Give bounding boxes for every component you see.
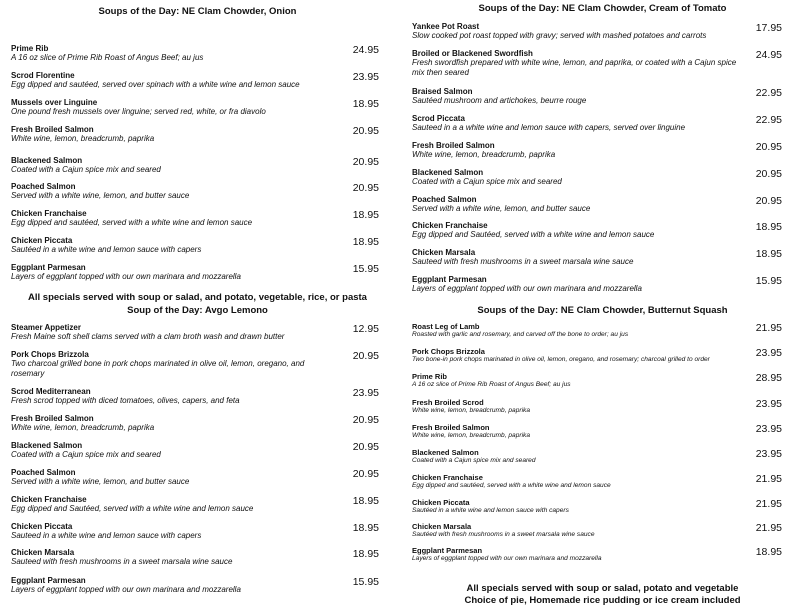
item-description: Sauteed with fresh mushrooms in a sweet marsala wine sauce: [412, 257, 634, 266]
item-price: 21.95: [755, 322, 782, 334]
item-price: 18.95: [755, 221, 782, 233]
item-name: Chicken Franchaise: [11, 495, 87, 504]
menu-section-bottom-left: [0, 303, 395, 600]
item-name: Chicken Piccata: [412, 498, 470, 507]
menu-item: [405, 114, 800, 133]
item-price: 20.95: [755, 141, 782, 153]
item-name: Eggplant Parmesan: [11, 263, 86, 272]
item-price: 20.95: [352, 441, 379, 453]
item-price: 23.95: [755, 448, 782, 460]
item-description: A 16 oz slice of Prime Rib Roast of Angus Beef; au jus: [412, 381, 571, 388]
item-price: 15.95: [352, 263, 379, 275]
item-description: Layers of eggplant topped with our own marinara and mozzarella: [412, 555, 602, 562]
item-name: Blackened Salmon: [412, 448, 479, 457]
item-price: 18.95: [352, 495, 379, 507]
item-price: 28.95: [755, 372, 782, 384]
item-name: Mussels over Linguine: [11, 98, 98, 107]
item-description: Layers of eggplant topped with our own marinara and mozzarella: [412, 284, 642, 293]
item-description: A 16 oz slice of Prime Rib Roast of Angus Beef; au jus: [11, 53, 204, 62]
item-name: Poached Salmon: [11, 468, 76, 477]
item-description: Served with a white wine, lemon, and butter sauce: [412, 204, 591, 213]
menu-item: [405, 195, 800, 214]
menu-item: [405, 546, 800, 563]
item-description: Coated with a Cajun spice mix and seared: [11, 450, 161, 459]
item-description: Sautéed mushroom and artichokes, beurre rouge: [412, 96, 587, 105]
item-description: Egg dipped and sautéed, served with a white wine and lemon sauce: [412, 482, 611, 489]
menu-item: [0, 323, 395, 342]
item-price: 12.95: [352, 323, 379, 335]
section-heading: Soups of the Day: NE Clam Chowder, Butternut Squash: [477, 305, 728, 316]
item-description: White wine, lemon, breadcrumb, paprika: [11, 134, 155, 143]
item-name: Poached Salmon: [412, 195, 477, 204]
item-name: Prime Rib: [412, 372, 448, 381]
menu-item: [0, 495, 395, 514]
item-price: 20.95: [755, 168, 782, 180]
item-name: Chicken Marsala: [412, 248, 476, 257]
item-name: Chicken Franchaise: [412, 473, 483, 482]
menu-item: [0, 156, 395, 175]
menu-item: [0, 414, 395, 433]
item-name: Chicken Piccata: [11, 522, 73, 531]
menu-section-bottom-right: [405, 303, 800, 606]
item-price: 17.95: [755, 22, 782, 34]
item-name: Blackened Salmon: [412, 168, 484, 177]
item-name: Prime Rib: [11, 44, 49, 53]
menu-item: [405, 141, 800, 160]
item-description: Served with a white wine, lemon, and butter sauce: [11, 191, 190, 200]
item-name: Steamer Appetizer: [11, 323, 81, 332]
menu-item: [405, 248, 800, 267]
item-name: Fresh Broiled Scrod: [412, 398, 484, 407]
section-footer-2: Choice of pie, Homemade rice pudding or ice cream included: [464, 595, 741, 606]
menu-item: [0, 548, 395, 567]
item-description: One pound fresh mussels over linguine; served red, white, or fra diavolo: [11, 107, 266, 116]
item-price: 21.95: [755, 473, 782, 485]
item-description: Sautéed in a white wine and lemon sauce with capers: [11, 245, 202, 254]
item-price: 22.95: [755, 114, 782, 126]
menu-item: [405, 347, 800, 364]
menu-section-top-right: [405, 0, 800, 303]
menu-item: [405, 49, 800, 78]
item-description: Layers of eggplant topped with our own marinara and mozzarella: [11, 272, 241, 281]
item-price: 20.95: [352, 182, 379, 194]
menu-item: [0, 236, 395, 255]
item-description: Egg dipped and sautéed, served with a white wine and lemon sauce: [11, 218, 253, 227]
item-description: Fresh swordfish prepared with white wine, lemon, and paprika, or coated with a Cajun spice mix then seared: [412, 58, 737, 77]
menu-item: [0, 125, 395, 144]
item-name: Chicken Franchaise: [11, 209, 87, 218]
menu-item: [405, 498, 800, 515]
menu-item: [405, 275, 800, 294]
menu-item: [0, 71, 395, 90]
item-name: Poached Salmon: [11, 182, 76, 191]
item-name: Yankee Pot Roast: [412, 22, 480, 31]
menu-item: [0, 209, 395, 228]
item-price: 18.95: [352, 548, 379, 560]
item-description: Slow cooked pot roast topped with gravy; served with mashed potatoes and carrots: [412, 31, 707, 40]
menu-item: [405, 372, 800, 389]
menu-item: [405, 473, 800, 490]
item-description: Sautéed in a white wine and lemon sauce with capers: [412, 507, 569, 514]
item-name: Fresh Broiled Salmon: [11, 414, 94, 423]
item-name: Scrod Piccata: [412, 114, 465, 123]
item-description: White wine, lemon, breadcrumb, paprika: [11, 423, 155, 432]
item-price: 21.95: [755, 498, 782, 510]
item-name: Scrod Florentine: [11, 71, 75, 80]
item-description: Sautéed with fresh mushrooms in a sweet marsala wine sauce: [412, 531, 595, 538]
item-name: Pork Chops Brizzola: [11, 350, 89, 359]
item-name: Broiled or Blackened Swordfish: [412, 49, 533, 58]
menu-item: [0, 387, 395, 406]
item-description: Fresh scrod topped with diced tomatoes, olives, capers, and feta: [11, 396, 240, 405]
item-description: White wine, lemon, breadcrumb, paprika: [412, 150, 556, 159]
menu-item: [0, 441, 395, 460]
item-name: Braised Salmon: [412, 87, 473, 96]
section-heading: Soups of the Day: NE Clam Chowder, Cream of Tomato: [478, 3, 727, 14]
item-name: Eggplant Parmesan: [412, 546, 483, 555]
item-name: Blackened Salmon: [11, 156, 83, 165]
item-name: Fresh Broiled Salmon: [412, 141, 495, 150]
item-name: Eggplant Parmesan: [11, 576, 86, 585]
section-heading: Soups of the Day: NE Clam Chowder, Onion: [98, 6, 297, 17]
item-price: 24.95: [352, 44, 379, 56]
menu-item: [0, 263, 395, 282]
item-description: Roasted with garlic and rosemary, and carved off the bone to order; au jus: [412, 331, 629, 338]
menu-item: [405, 168, 800, 187]
item-price: 18.95: [755, 248, 782, 260]
item-price: 20.95: [352, 156, 379, 168]
menu-item: [405, 522, 800, 539]
item-name: Blackened Salmon: [11, 441, 83, 450]
menu-section-top-left: [0, 0, 395, 303]
item-name: Fresh Broiled Salmon: [412, 423, 490, 432]
item-price: 23.95: [755, 423, 782, 435]
item-description: Two bone-in pork chops marinated in olive oil, lemon, oregano, and rosemary; charcoal grilled to order: [412, 356, 710, 363]
item-price: 23.95: [755, 347, 782, 359]
item-price: 22.95: [755, 87, 782, 99]
item-price: 20.95: [352, 414, 379, 426]
item-price: 18.95: [352, 236, 379, 248]
item-description: Served with a white wine, lemon, and butter sauce: [11, 477, 190, 486]
item-description: Fresh Maine soft shell clams served with a clam broth wash and drawn butter: [11, 332, 285, 341]
item-description: White wine, lemon, breadcrumb, paprika: [412, 407, 531, 414]
item-price: 23.95: [755, 398, 782, 410]
menu-item: [405, 221, 800, 240]
item-name: Roast Leg of Lamb: [412, 322, 480, 331]
item-description: Layers of eggplant topped with our own marinara and mozzarella: [11, 585, 241, 594]
menu-item: [405, 398, 800, 415]
section-footer: All specials served with soup or salad, and potato, vegetable, rice, or pasta: [28, 292, 367, 303]
menu-item: [0, 182, 395, 201]
menu-item: [405, 448, 800, 465]
item-price: 18.95: [352, 209, 379, 221]
item-price: 20.95: [352, 468, 379, 480]
item-price: 18.95: [352, 98, 379, 110]
item-description: White wine, lemon, breadcrumb, paprika: [412, 432, 531, 439]
item-description: Egg dipped and sautéed, served over spinach with a white wine and lemon sauce: [11, 80, 300, 89]
item-description: Sauteed in a a white wine and lemon sauce with capers, served over linguine: [412, 123, 686, 132]
item-description: Two charcoal grilled bone in pork chops marinated in olive oil, lemon, oregano, and rosemary: [11, 359, 305, 378]
menu-item: [0, 350, 395, 379]
item-name: Chicken Marsala: [412, 522, 472, 531]
menu-item: [405, 22, 800, 41]
item-name: Fresh Broiled Salmon: [11, 125, 94, 134]
item-name: Chicken Piccata: [11, 236, 73, 245]
item-description: Egg dipped and Sautéed, served with a white wine and lemon sauce: [11, 504, 254, 513]
menu-item: [405, 322, 800, 339]
item-name: Chicken Franchaise: [412, 221, 488, 230]
item-price: 23.95: [352, 71, 379, 83]
section-heading: Soup of the Day: Avgo Lemono: [127, 305, 268, 316]
item-name: Pork Chops Brizzola: [412, 347, 485, 356]
item-price: 23.95: [352, 387, 379, 399]
menu-item: [0, 98, 395, 117]
menu-item: [0, 576, 395, 595]
item-price: 15.95: [352, 576, 379, 588]
item-name: Scrod Mediterranean: [11, 387, 91, 396]
item-price: 20.95: [352, 125, 379, 137]
menu-item: [0, 468, 395, 487]
item-description: Coated with a Cajun spice mix and seared: [412, 457, 536, 464]
menu-item: [405, 87, 800, 106]
item-description: Egg dipped and Sautéed, served with a white wine and lemon sauce: [412, 230, 655, 239]
item-description: Sauteed with fresh mushrooms in a sweet marsala wine sauce: [11, 557, 233, 566]
item-description: Coated with a Cajun spice mix and seared: [11, 165, 161, 174]
item-name: Eggplant Parmesan: [412, 275, 487, 284]
item-price: 15.95: [755, 275, 782, 287]
item-price: 20.95: [352, 350, 379, 362]
item-price: 18.95: [352, 522, 379, 534]
item-price: 18.95: [755, 546, 782, 558]
item-price: 21.95: [755, 522, 782, 534]
menu-item: [405, 423, 800, 440]
menu-item: [0, 44, 395, 63]
item-price: 20.95: [755, 195, 782, 207]
item-price: 24.95: [755, 49, 782, 61]
item-description: Coated with a Cajun spice mix and seared: [412, 177, 562, 186]
item-name: Chicken Marsala: [11, 548, 75, 557]
item-description: Sauteed in a white wine and lemon sauce with capers: [11, 531, 202, 540]
section-footer: All specials served with soup or salad, potato and vegetable: [466, 583, 739, 594]
menu-item: [0, 522, 395, 541]
